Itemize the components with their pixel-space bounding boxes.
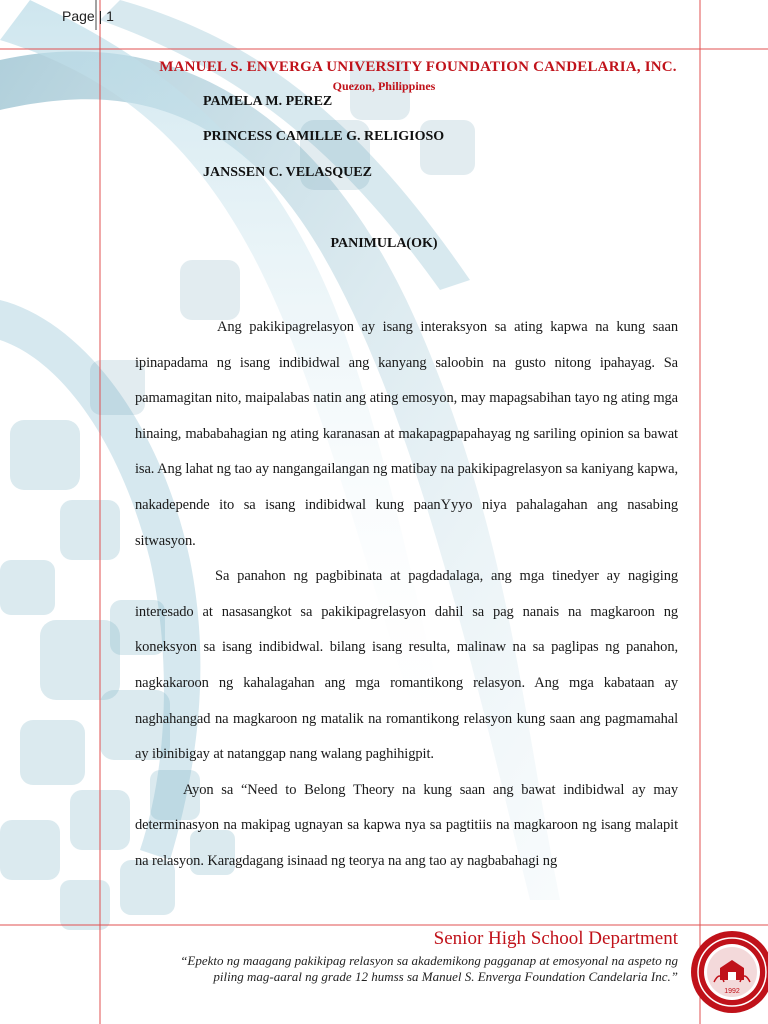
paragraph: Sa panahon ng pagbibinata at pagdadalaga, ang mga tinedyer ay nagiging interesado at nasasangkot sa pakikipagrelasyon dahil sa pag nanais na magkaroon ng koneksyon sa isang indibidwal. bilang isang resulta, malinaw na sa paglipas ng panahon, nagkakaroon ng kahalagahan ang mga romantikong relasyon. Ang mga kabataan ay naghahangad na magkaroon ng matalik na romantikong relasyon kung saan ang pagmamahal ay ibinibigay at natanggap nang walang paghihigpit. xyxy=(135,568,678,763)
department-label: Senior High School Department xyxy=(433,928,678,949)
paragraph: Ang pakikipagrelasyon ay isang interaksyon sa ating kapwa na kung saan ipinapadama ng isang indibidwal ang kanyang saloobin na gusto nitong ipahayag. Sa pamamagitan nito, maipalabas natin ang ating emosyon, may mapagsabihan tayo ng ating mga hinaing, mababahagian ng ating karanasan at makapagpapahayag ng sariling opinion sa bawat isa. Ang lahat ng tao ay nangangailangan ng matibay na pakikipagrelasyon sa kaniyang kapwa, nakadepende ito sa isang indibidwal kung paanYyyo niya pahalagahan ang nasabing sitwasyon. xyxy=(135,319,678,549)
university-seal-icon xyxy=(690,930,768,1014)
research-title: “Epekto ng maagang pakikipag relasyon sa akademikong pagganap at emosyonal na aspeto ng piling mag-aaral ng grade 12 humss sa Manuel S. Enverga Foundation Candelaria Inc.” xyxy=(180,953,678,984)
paragraph: Ayon sa “Need to Belong Theory na kung saan ang bawat indibidwal ay may determinasyon na makipag ugnayan sa kapwa nya sa pagtitiis na magkaroon ng isang malapit na relasyon. Karagdagang isinaad ng teorya na ang tao ay nagbabahagi ng xyxy=(135,781,678,869)
university-location: Quezon, Philippines xyxy=(332,79,436,93)
body-text xyxy=(135,310,678,880)
author-name: JANSSEN C. VELASQUEZ xyxy=(203,165,372,180)
page-number: Page | 1 xyxy=(62,8,114,24)
section-heading: PANIMULA(OK) xyxy=(330,236,438,251)
svg-text:1992: 1992 xyxy=(724,988,740,995)
author-name: PRINCESS CAMILLE G. RELIGIOSO xyxy=(203,129,445,144)
author-name: PAMELA M. PEREZ xyxy=(203,94,333,109)
university-name: MANUEL S. ENVERGA UNIVERSITY FOUNDATION CANDELARIA, INC. xyxy=(159,59,677,75)
